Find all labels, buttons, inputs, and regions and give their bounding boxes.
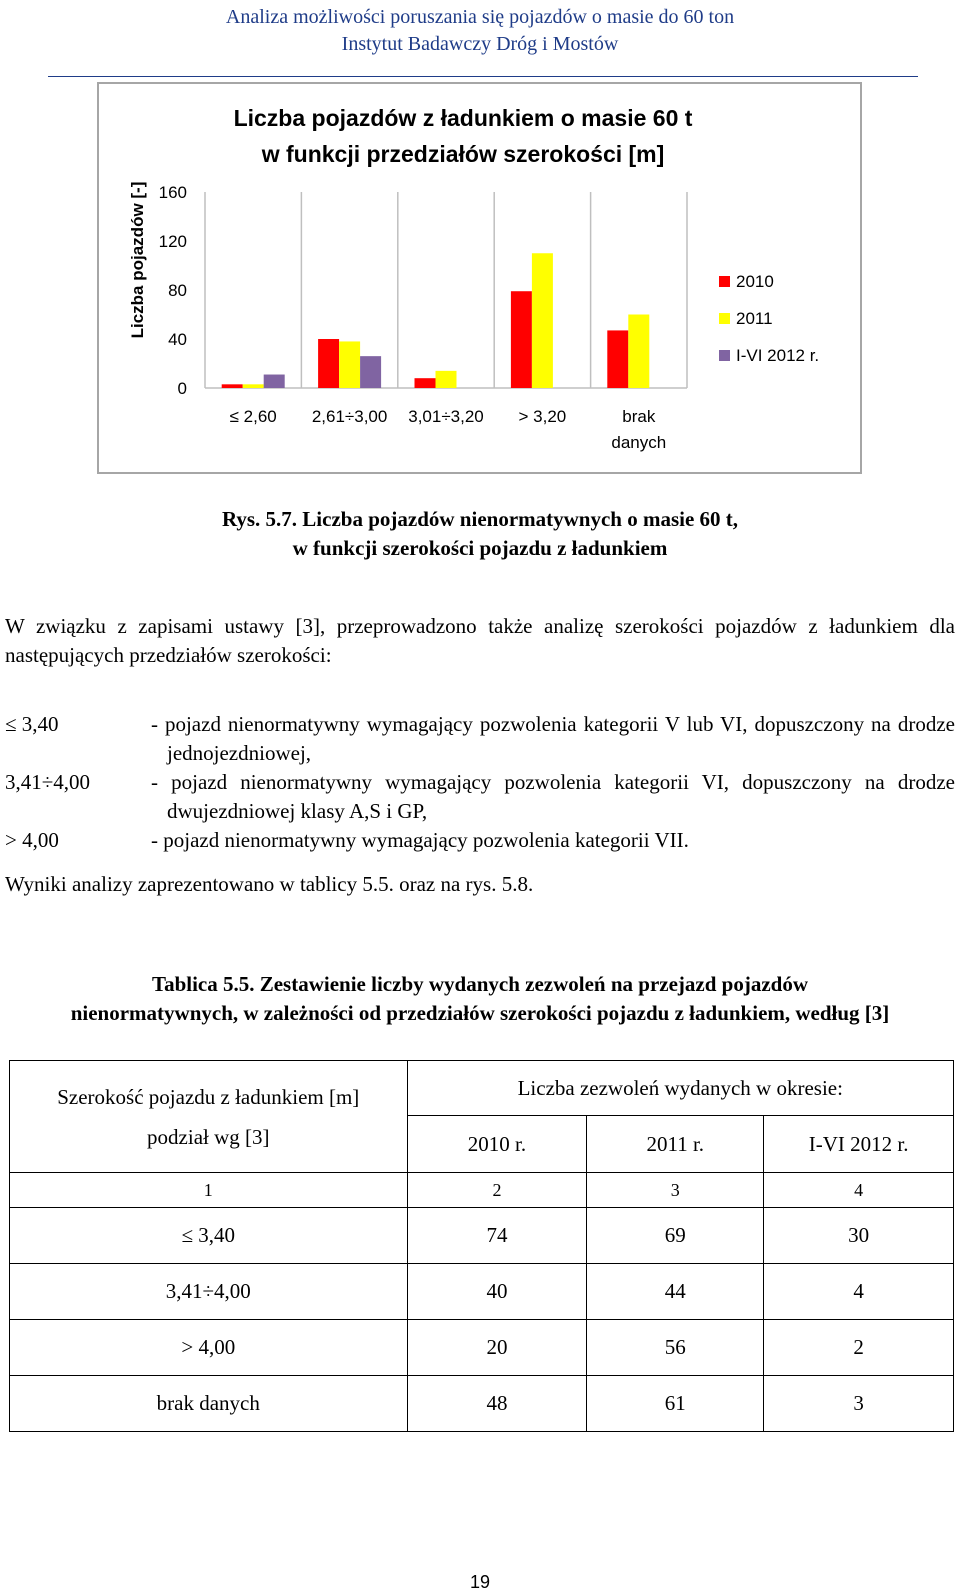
table-cell: 4 [764, 1264, 954, 1320]
table-row [10, 1376, 954, 1432]
table-cell: 2 [764, 1320, 954, 1376]
bar [264, 375, 285, 388]
y-tick-label: 0 [177, 379, 187, 398]
column-number: 1 [10, 1173, 408, 1208]
page-header [0, 4, 960, 58]
table-cell: 3 [764, 1376, 954, 1432]
chart-title: Liczba pojazdów z ładunkiem o masie 60 t [233, 105, 693, 131]
header-rule [48, 76, 918, 77]
legend-swatch [719, 276, 730, 287]
bar [243, 384, 264, 388]
figure-caption [0, 505, 960, 563]
legend-swatch [719, 313, 730, 324]
bar [415, 378, 436, 388]
caption-line2: w funkcji szerokości pojazdu z ładunkiem [292, 536, 668, 560]
permits-table [9, 1060, 954, 1432]
table-cell: 56 [587, 1320, 764, 1376]
header-line2: Instytut Badawczy Dróg i Mostów [341, 33, 619, 55]
intro-paragraph: W związku z zapisami ustawy [3], przeprowadzono także analizę szerokości pojazdów z ładunkiem dla następujących przedziałów szerokości: [5, 614, 955, 667]
bar [628, 315, 649, 389]
header-year: 2010 r. [407, 1116, 587, 1173]
caption-line1: Rys. 5.7. Liczba pojazdów nienormatywnych o masie 60 t, [221, 507, 739, 531]
definition-row [5, 710, 955, 768]
table-cell: 48 [407, 1376, 587, 1432]
y-tick-label: 80 [168, 281, 187, 300]
definition-term: > 4,00 [5, 828, 59, 852]
page-number: 19 [469, 1572, 491, 1592]
header-year: I-VI 2012 r. [764, 1116, 954, 1173]
x-tick-label: > 3,20 [518, 407, 567, 426]
header-left-line1: Szerokość pojazdu z ładunkiem [m] [57, 1084, 360, 1109]
definition-desc: - pojazd nienormatywny wymagający pozwolenia kategorii VI, dopuszczony na drodze dwujezdniowej klasy A,S i GP, [151, 770, 955, 823]
x-tick-label: 2,61÷3,00 [311, 407, 388, 426]
x-tick-label: 3,01÷3,20 [408, 407, 484, 426]
table-cell: 40 [407, 1264, 587, 1320]
bar [360, 356, 381, 388]
table-cell: 30 [764, 1208, 954, 1264]
bar [511, 291, 532, 388]
column-number: 2 [407, 1173, 587, 1208]
x-tick-label: brak [622, 407, 656, 426]
bar-chart [97, 82, 862, 474]
table-cell: 61 [587, 1376, 764, 1432]
table-cell: 44 [587, 1264, 764, 1320]
bar [222, 384, 243, 388]
bar [436, 371, 457, 388]
chart-svg [99, 84, 860, 472]
results-paragraph: Wyniki analizy zaprezentowano w tablicy 5.5. oraz na rys. 5.8. [5, 872, 534, 896]
table-cell: ≤ 3,40 [10, 1208, 408, 1264]
table-cell: 69 [587, 1208, 764, 1264]
bar [318, 339, 339, 388]
x-tick-label: ≤ 2,60 [229, 407, 277, 426]
header-year: 2011 r. [587, 1116, 764, 1173]
table-row [10, 1264, 954, 1320]
chart-title: w funkcji przedziałów szerokości [m] [261, 141, 665, 167]
y-tick-label: 120 [158, 232, 187, 251]
header-left-line2: podział wg [3] [147, 1124, 270, 1149]
header-period: Liczba zezwoleń wydanych w okresie: [407, 1061, 953, 1116]
table-row [10, 1320, 954, 1376]
legend-swatch [719, 350, 730, 361]
definition-row [5, 826, 955, 855]
table-cell: brak danych [10, 1376, 408, 1432]
y-axis-label: Liczba pojazdów [-] [128, 181, 147, 339]
table-caption [0, 970, 960, 1028]
y-tick-label: 40 [168, 330, 187, 349]
column-number: 3 [587, 1173, 764, 1208]
header-width-range [10, 1061, 408, 1173]
legend-label: 2011 [736, 309, 773, 328]
x-tick-label: danych [611, 433, 667, 452]
table-row [10, 1208, 954, 1264]
definition-desc: - pojazd nienormatywny wymagający pozwolenia kategorii VII. [151, 828, 689, 852]
column-number-row [10, 1173, 954, 1208]
legend-label: I-VI 2012 r. [736, 346, 820, 365]
definition-row [5, 768, 955, 826]
legend-label: 2010 [736, 272, 774, 291]
bar [339, 341, 360, 388]
y-tick-label: 160 [158, 183, 187, 202]
table-caption-line2: nienormatywnych, w zależności od przedziałów szerokości pojazdu z ładunkiem, według [3] [70, 1001, 890, 1025]
width-definitions [5, 710, 955, 855]
table-cell: 3,41÷4,00 [10, 1264, 408, 1320]
bar [607, 330, 628, 388]
definition-term: ≤ 3,40 [5, 712, 59, 736]
bar [532, 253, 553, 388]
definition-desc: - pojazd nienormatywny wymagający pozwolenia kategorii V lub VI, dopuszczony na drodze jednojezdniowej, [151, 712, 955, 765]
table-cell: 74 [407, 1208, 587, 1264]
header-line1: Analiza możliwości poruszania się pojazdów o masie do 60 ton [225, 6, 735, 28]
table-cell: 20 [407, 1320, 587, 1376]
definition-term: 3,41÷4,00 [5, 770, 91, 794]
column-number: 4 [764, 1173, 954, 1208]
table-caption-line1: Tablica 5.5. Zestawienie liczby wydanych zezwoleń na przejazd pojazdów [151, 972, 809, 996]
table-cell: > 4,00 [10, 1320, 408, 1376]
